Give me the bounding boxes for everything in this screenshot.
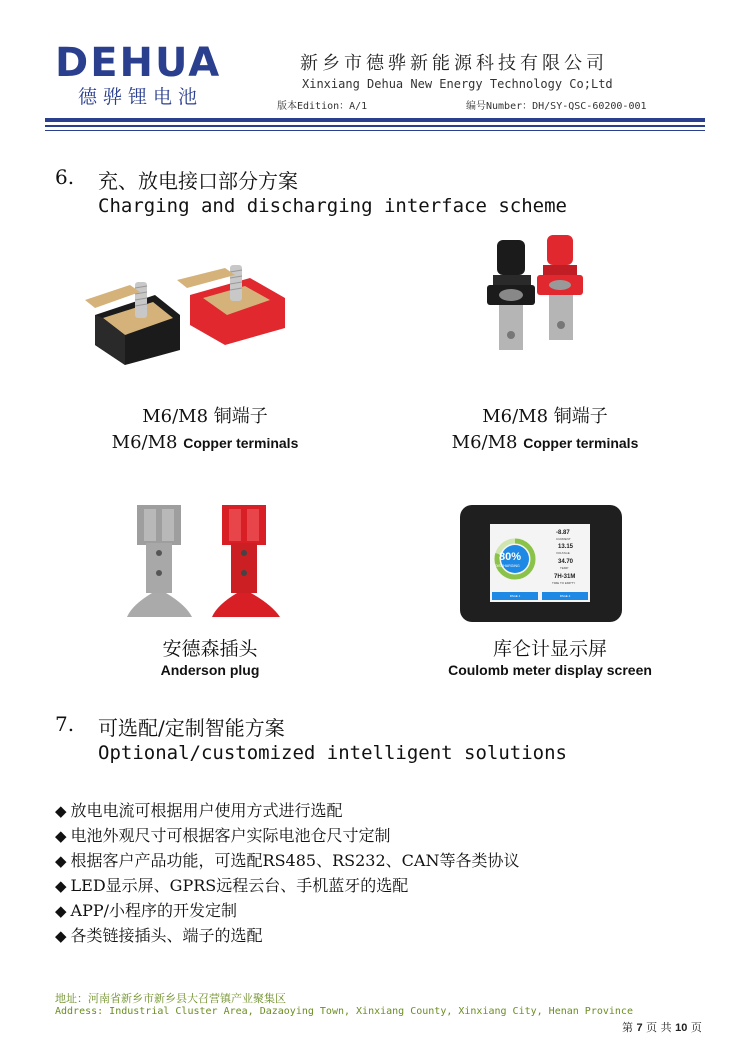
list-item-text: 电池外观尺寸可根据客户实际电池仓尺寸定制: [70, 826, 391, 845]
temp-label: TEMP: [560, 566, 569, 570]
list-item-text: 根据客户产品功能，可选配RS485、RS232、CAN等各类协议: [70, 851, 520, 870]
time-value: 7H-31M: [554, 574, 576, 580]
time-label: TIME TO EMPTY: [552, 581, 576, 585]
header-divider: [45, 125, 705, 127]
list-item-text: 各类链接插头、端子的选配: [70, 926, 263, 945]
caption-en-text: Copper terminals: [183, 435, 299, 451]
page-prefix: 第: [622, 1021, 633, 1034]
list-item: [55, 898, 237, 921]
diamond-bullet-icon: ◆: [55, 852, 67, 870]
diamond-bullet-icon: ◆: [55, 827, 67, 845]
caption-cn: M6/M8 铜端子: [482, 406, 608, 427]
caption-cn: 安德森插头: [162, 638, 258, 660]
section-title-en: Charging and discharging interface scheme: [98, 195, 567, 217]
caption-en: [435, 432, 655, 453]
page-total: 10: [675, 1022, 688, 1034]
voltage-value: 13.15: [558, 544, 574, 550]
section-number: 6.: [55, 165, 75, 189]
charge-percent: 80%: [499, 551, 522, 563]
list-item-text: LED显示屏、GPRS远程云台、手机蓝牙的选配: [70, 876, 409, 895]
caption-en: Coulomb meter display screen: [448, 662, 652, 678]
list-item: [55, 923, 263, 946]
section-number: 7.: [55, 712, 75, 736]
caption-cn: M6/M8 铜端子: [142, 406, 268, 427]
caption-en-prefix: M6/M8: [451, 432, 518, 453]
copper-terminal-image: [485, 235, 595, 355]
header-divider: [45, 130, 705, 131]
page-number: [622, 1019, 702, 1035]
page-mid: 页 共: [646, 1021, 672, 1034]
page-suffix: 页: [690, 1021, 702, 1034]
page-current: 7: [636, 1022, 643, 1034]
anderson-plug-image: [122, 505, 292, 620]
current-label: CURRENT: [556, 537, 571, 541]
temp-value: 34.70: [558, 559, 574, 565]
diamond-bullet-icon: ◆: [55, 877, 67, 895]
edition-label: 版本Edition：A/1: [277, 101, 368, 112]
page1-tab[interactable]: PAGE 1: [492, 592, 538, 600]
footer-address-cn: 地址：河南省新乡市新乡县大召营镇产业聚集区: [55, 992, 286, 1005]
section-title-en: Optional/customized intelligent solutions: [98, 742, 567, 764]
caption-en: Anderson plug: [160, 662, 260, 678]
copper-terminal-image: [85, 260, 310, 370]
company-logo-subtitle: 德骅锂电池: [78, 86, 204, 108]
diamond-bullet-icon: ◆: [55, 802, 67, 820]
list-item: [55, 823, 391, 846]
current-value: -8.87: [556, 530, 570, 536]
document-number: 编号Number：DH/SY-QSC-60200-001: [466, 101, 647, 112]
list-item-text: 放电电流可根据用户使用方式进行选配: [70, 801, 343, 820]
page2-tab[interactable]: PAGE 2: [542, 592, 588, 600]
list-item-text: APP/小程序的开发定制: [70, 901, 238, 920]
footer-address-en: Address: Industrial Cluster Area, Dazaoying Town, Xinxiang County, Xinxiang City, Henan Province: [55, 1006, 633, 1017]
coulomb-meter-image: [460, 505, 622, 622]
caption-en-prefix: M6/M8: [111, 432, 178, 453]
company-name-cn: 新乡市德骅新能源科技有限公司: [300, 53, 608, 74]
diamond-bullet-icon: ◆: [55, 927, 67, 945]
company-name-en: Xinxiang Dehua New Energy Technology Co;Ltd: [302, 77, 613, 91]
caption-en: [105, 432, 305, 453]
charge-status: DISCHARGING: [495, 564, 520, 568]
caption-cn: 库仑计显示屏: [492, 638, 607, 660]
meter-screen: [490, 524, 590, 602]
section-title-cn: 可选配/定制智能方案: [98, 716, 285, 740]
caption-en-text: Copper terminals: [523, 435, 639, 451]
header-divider: [45, 118, 705, 122]
voltage-label: VOLTAGE: [556, 551, 570, 555]
diamond-bullet-icon: ◆: [55, 902, 67, 920]
list-item: [55, 798, 343, 821]
company-logo: DEHUA: [55, 40, 222, 86]
list-item: [55, 848, 519, 871]
section-title-cn: 充、放电接口部分方案: [98, 169, 298, 193]
list-item: [55, 873, 408, 896]
